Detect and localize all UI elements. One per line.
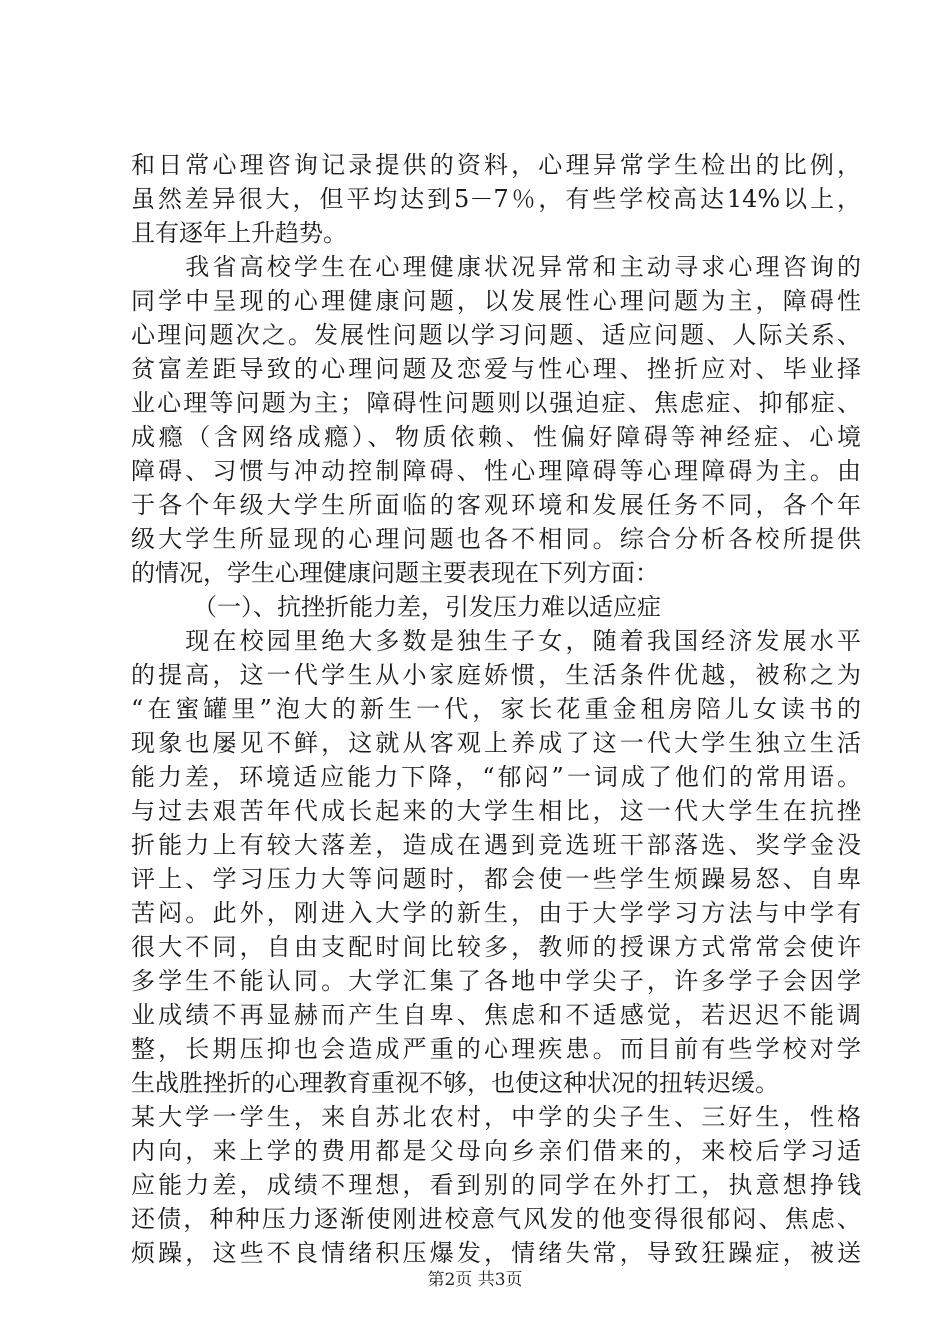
- text-line: 与过去艰苦年代成长起来的大学生相比，这一代大学生在抗挫: [131, 797, 861, 825]
- text-line: 烦躁，这些不良情绪积压爆发，情绪失常，导致狂躁症，被送: [131, 1239, 861, 1267]
- text-line: 现象也屡见不鲜，这就从客观上养成了这一代大学生独立生活: [131, 729, 861, 757]
- text-line: 成瘾（含网络成瘾）、物质依赖、性偏好障碍等神经症、心境: [131, 423, 861, 451]
- text-line: 障碍、习惯与冲动控制障碍、性心理障碍等心理障碍为主。由: [131, 457, 861, 485]
- text-line: 级大学生所显现的心理问题也各不相同。综合分析各校所提供: [131, 525, 861, 553]
- text-line: 很大不同，自由支配时间比较多，教师的授课方式常常会使许: [131, 933, 861, 961]
- text-line: 整，长期压抑也会造成严重的心理疾患。而目前有些学校对学: [131, 1035, 861, 1063]
- body-text: [131, 148, 861, 1270]
- text-line: 苦闷。此外，刚进入大学的新生，由于大学学习方法与中学有: [131, 899, 861, 927]
- text-line: 心理问题次之。发展性问题以学习问题、适应问题、人际关系、: [131, 321, 861, 349]
- text-line: 能力差，环境适应能力下降，“郁闷”一词成了他们的常用语。: [131, 763, 861, 791]
- text-line: 同学中呈现的心理健康问题，以发展性心理问题为主，障碍性: [131, 287, 861, 315]
- text-line: 折能力上有较大落差，造成在遇到竞选班干部落选、奖学金没: [131, 831, 861, 859]
- text-line: 的提高，这一代学生从小家庭娇惯，生活条件优越，被称之为: [131, 661, 861, 689]
- page-footer: 第2页 共3页: [427, 1270, 523, 1290]
- text-line: 评上、学习压力大等问题时，都会使一些学生烦躁易怒、自卑: [131, 865, 861, 893]
- text-line: 于各个年级大学生所面临的客观环境和发展任务不同，各个年: [131, 491, 861, 519]
- text-line: 虽然差异很大，但平均达到5－7％，有些学校高达14%以上，: [131, 185, 861, 213]
- text-line: 业心理等问题为主；障碍性问题则以强迫症、焦虑症、抑郁症、: [131, 389, 861, 417]
- text-line: 生战胜挫折的心理教育重视不够，也使这种状况的扭转迟缓。: [131, 1069, 779, 1097]
- text-line: 现在校园里绝大多数是独生子女，随着我国经济发展水平: [131, 627, 861, 655]
- text-line: 应能力差，成绩不理想，看到别的同学在外打工，执意想挣钱: [131, 1171, 861, 1199]
- text-line: 和日常心理咨询记录提供的资料，心理异常学生检出的比例，: [131, 151, 861, 179]
- text-line: 内向，来上学的费用都是父母向乡亲们借来的，来校后学习适: [131, 1137, 861, 1165]
- text-line: 贫富差距导致的心理问题及恋爱与性心理、挫折应对、毕业择: [131, 355, 861, 383]
- text-line: 某大学一学生，来自苏北农村，中学的尖子生、三好生，性格: [131, 1103, 861, 1131]
- text-line: 且有逐年上升趋势。: [131, 219, 347, 247]
- text-line: 我省高校学生在心理健康状况异常和主动寻求心理咨询的: [131, 253, 861, 281]
- text-line: 业成绩不再显赫而产生自卑、焦虑和不适感觉，若迟迟不能调: [131, 1001, 861, 1029]
- text-line: “在蜜罐里”泡大的新生一代，家长花重金租房陪儿女读书的: [131, 695, 861, 723]
- section-heading: （一）、抗挫折能力差，引发压力难以适应症: [193, 593, 661, 621]
- text-line: 的情况，学生心理健康问题主要表现在下列方面：: [131, 559, 659, 587]
- text-line: 多学生不能认同。大学汇集了各地中学尖子，许多学子会因学: [131, 967, 861, 995]
- text-line: 还债，种种压力逐渐使刚进校意气风发的他变得很郁闷、焦虑、: [131, 1205, 861, 1233]
